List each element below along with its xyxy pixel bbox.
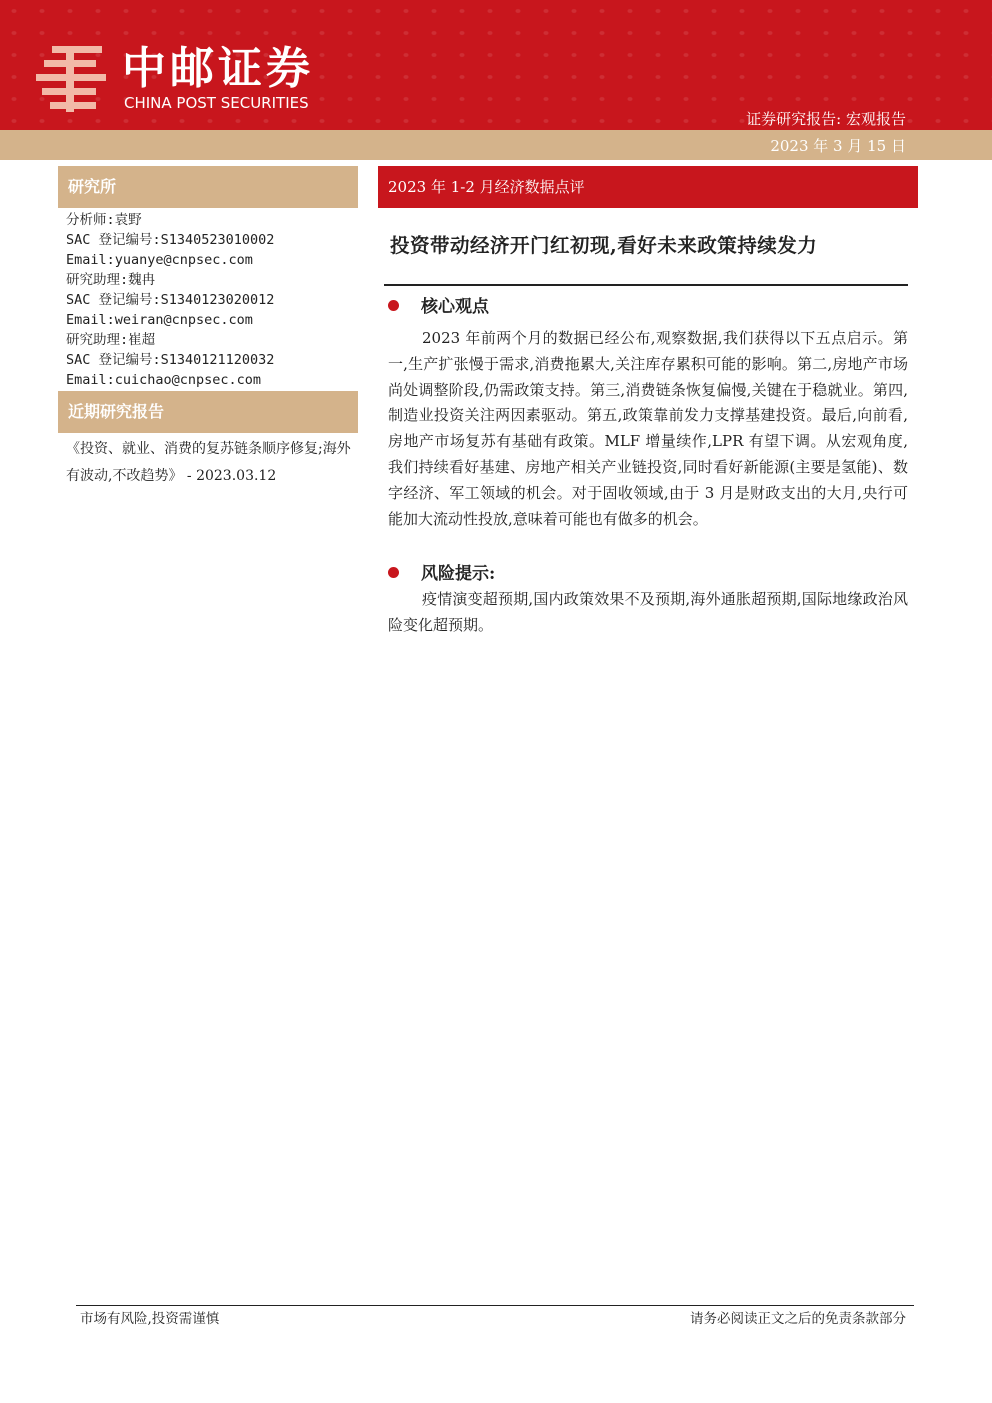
risk-title: [388, 562, 495, 586]
footer-risk-note: 市场有风险,投资需谨慎: [80, 1311, 220, 1327]
analyst-line: SAC 登记编号:S1340523010002: [66, 232, 275, 248]
bullet-dot-icon: [388, 567, 399, 578]
core-view-title: [388, 295, 489, 319]
recent-reports-heading: 近期研究报告: [58, 391, 358, 433]
report-type-label: 证券研究报告: 宏观报告: [746, 110, 906, 128]
risk-text: 疫情演变超预期,国内政策效果不及预期,海外通胀超预期,国际地缘政治风险变化超预期。: [388, 590, 908, 634]
logo-english-name: CHINA POST SECURITIES: [124, 94, 309, 112]
core-view-title-text: 核心观点: [421, 297, 489, 317]
analyst-email[interactable]: Email:weiran@cnpsec.com: [66, 312, 253, 328]
header-banner: [0, 0, 992, 130]
footer-divider: [76, 1305, 914, 1306]
headline-divider: [384, 284, 908, 286]
analyst-email[interactable]: Email:cuichao@cnpsec.com: [66, 372, 262, 388]
core-view-text: 2023 年前两个月的数据已经公布,观察数据,我们获得以下五点启示。第一,生产扩张慢于需求,消费拖累大,关注库存累积可能的影响。第二,房地产市场尚处调整阶段,仍需政策支持。第三,消费链条恢复偏慢,关键在于稳就业。第四,制造业投资关注两因素驱动。第五,政策靠前发力支撑基建投资。最后,向前看,房地产市场复苏有基础有政策。MLF 增量续作,LPR 有望下调。从宏观角度,我们持续看好基建、房地产相关产业链投资,同时看好新能源(主要是氢能)、数字经济、军工领域的机会。对于固收领域,由于 3 月是财政支出的大月,央行可能加大流动性投放,意味着可能也有做多的机会。: [388, 329, 908, 528]
institute-heading: 研究所: [58, 166, 358, 208]
topic-bar: 2023 年 1-2 月经济数据点评: [378, 166, 918, 208]
report-date: 2023 年 3 月 15 日: [770, 137, 906, 155]
china-post-emblem-icon: [30, 40, 110, 118]
analyst-line: 研究助理:崔超: [66, 332, 156, 348]
analyst-line: SAC 登记编号:S1340123020012: [66, 292, 275, 308]
analyst-line: SAC 登记编号:S1340121120032: [66, 352, 275, 368]
analyst-line: 研究助理:魏冉: [66, 272, 156, 288]
bullet-dot-icon: [388, 300, 399, 311]
logo-chinese-name: 中邮证券: [122, 43, 314, 94]
report-headline: 投资带动经济开门红初现,看好未来政策持续发力: [390, 234, 818, 257]
analyst-email[interactable]: Email:yuanye@cnpsec.com: [66, 252, 253, 268]
footer-disclaimer-note: 请务必阅读正文之后的免责条款部分: [690, 1311, 906, 1327]
analyst-line: 分析师:袁野: [66, 212, 142, 228]
analyst-list: [66, 210, 356, 390]
recent-report-item[interactable]: 《投资、就业、消费的复苏链条顺序修复;海外有波动,不改趋势》 - 2023.03.12: [66, 441, 351, 484]
risk-title-text: 风险提示:: [421, 564, 496, 584]
